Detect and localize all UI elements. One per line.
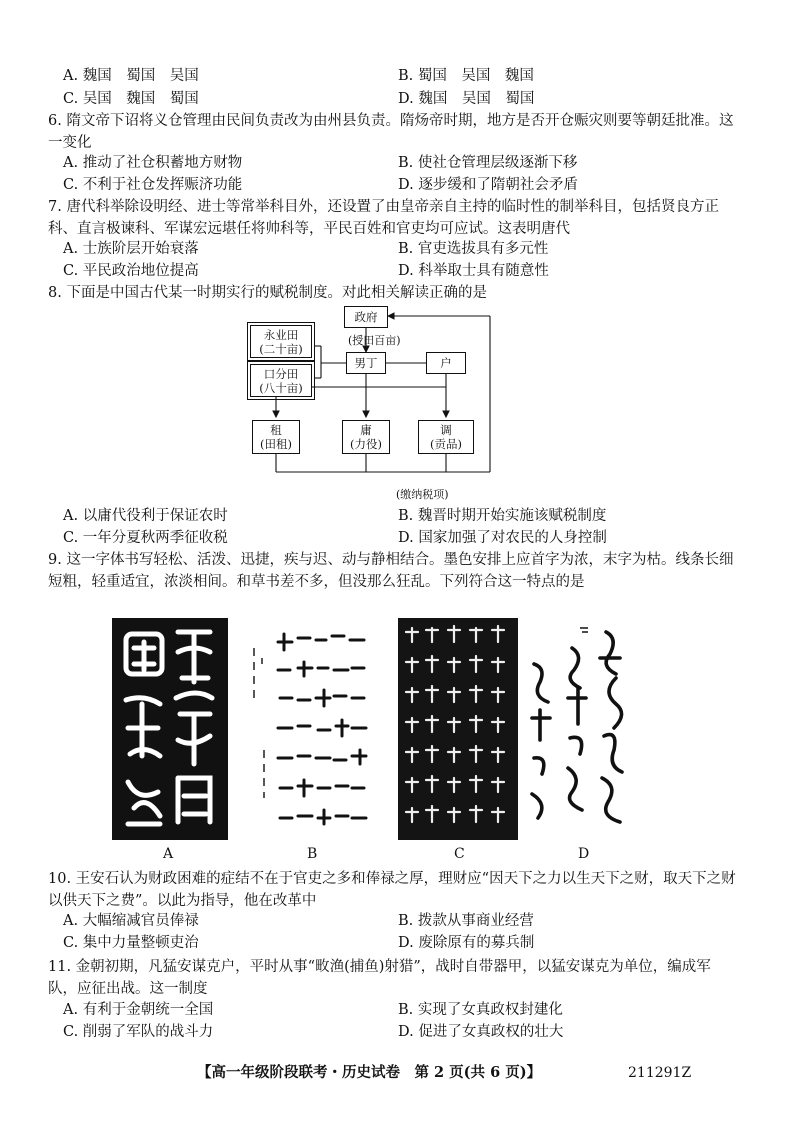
q8-options-row-1 [0,506,794,526]
caption-d: D [578,846,590,862]
q6-option-d[interactable]: D. 逐步缓和了隋朝社会矛盾 [398,177,578,193]
q11-options-row-2 [0,1022,794,1042]
diao-desc: (贡品) [430,437,462,451]
yongye-field-box [250,325,312,358]
q7-options-row-1 [0,239,794,259]
diao-box [418,420,474,454]
q7-options-row-2 [0,261,794,281]
q7-option-a[interactable]: A. 士族阶层开始衰落 [63,241,199,257]
zu-desc: (田租) [260,437,292,451]
q9-stem: 9. 这一字体书写轻松、活泼、迅捷，疾与迟、动与静相结合。墨色安排上应首字为浓，末字为枯。线条长细短粗，轻重适宜，浓淡相间。和草书差不多，但没那么狂乱。下列符合这一特点的是 [48,552,734,590]
calligraphy-image-a[interactable] [112,618,228,840]
calligraphy-image-d[interactable] [520,618,640,840]
caption-a: A [163,846,174,862]
koufen-field-box [250,364,312,397]
pay-label: (缴纳税项) [396,488,449,501]
q8-option-b[interactable]: B. 魏晋时期开始实施该赋税制度 [398,508,607,524]
seal-script-strokes [112,618,228,840]
q11-stem: 11. 金朝初期，凡猛安谋克户，平时从事“畋渔(捕鱼)射猎”，战时自带器甲，以猛安谋克为单位，编成军队，应征出战。这一制度 [48,959,711,997]
q6-options-row-2 [0,175,794,195]
regular-script-strokes [398,618,518,840]
footer-title: 【高一年级阶段联考・历史试卷 第 2 页(共 6 页)】 [197,1064,542,1081]
q7-option-b[interactable]: B. 官吏选拔具有多元性 [398,241,549,257]
calligraphy-image-b[interactable] [242,618,380,840]
q5-option-c[interactable]: C. 吴国 魏国 蜀国 [63,91,199,107]
hu-box: 户 [426,352,466,374]
yong-box [342,420,390,454]
diao-title: 调 [440,423,452,437]
zu-title: 租 [270,423,282,437]
q6-option-c[interactable]: C. 不利于社仓发挥赈济功能 [63,177,243,193]
q5-option-b[interactable]: B. 蜀国 吴国 魏国 [398,68,534,84]
yongye-title: 永业田 [263,328,299,342]
q6-option-b[interactable]: B. 使社仓管理层级逐渐下移 [398,155,578,171]
koufen-area: (八十亩) [259,381,303,395]
q7-option-d[interactable]: D. 科举取士具有随意性 [398,263,549,279]
q7-option-c[interactable]: C. 平民政治地位提高 [63,263,199,279]
q6-options-row-1 [0,153,794,173]
yong-desc: (力役) [350,437,382,451]
q11-option-b[interactable]: B. 实现了女真政权封建化 [398,1002,563,1018]
q10-option-d[interactable]: D. 废除原有的募兵制 [398,935,535,951]
q6-option-a[interactable]: A. 推动了社仓积蓄地方财物 [63,155,243,171]
clerical-script-strokes [242,618,380,840]
footer-code: 211291Z [628,1065,692,1081]
q10-options-row-1 [0,911,794,931]
nanding-box: 男丁 [346,352,386,374]
caption-b: B [307,846,318,862]
grant-label: (授田百亩) [348,334,401,347]
q7-stem: 7. 唐代科举除设明经、进士等常举科目外，还设置了由皇帝亲自主持的临时性的制举科目，包括贤良方正科、直言极谏科、军谋宏远堪任将帅科等，平民百姓和官吏均可应试。这表明唐代 [48,199,719,237]
page-footer [0,1062,794,1084]
q8-stem: 8. 下面是中国古代某一时期实行的赋税制度。对此相关解读正确的是 [48,285,487,301]
caption-c: C [454,846,465,862]
q10-option-a[interactable]: A. 大幅缩减官员俸禄 [63,913,199,929]
running-script-strokes [520,618,640,840]
zu-box [252,420,300,454]
q5-option-a[interactable]: A. 魏国 蜀国 吴国 [63,68,199,84]
koufen-title: 口分田 [263,367,299,381]
q8-option-c[interactable]: C. 一年分夏秋两季征收税 [63,530,228,546]
q10-options-row-2 [0,933,794,953]
q10-option-c[interactable]: C. 集中力量整顿吏治 [63,935,199,951]
q11-option-c[interactable]: C. 削弱了军队的战斗力 [63,1024,214,1040]
q11-options-row-1 [0,1000,794,1020]
yong-title: 庸 [360,423,372,437]
q5-options-row-2 [0,89,794,109]
yongye-area: (二十亩) [259,342,303,356]
q11-option-d[interactable]: D. 促进了女真政权的壮大 [398,1024,564,1040]
q11-option-a[interactable]: A. 有利于金朝统一全国 [63,1002,214,1018]
q10-option-b[interactable]: B. 拨款从事商业经营 [398,913,534,929]
q8-option-d[interactable]: D. 国家加强了对农民的人身控制 [398,530,607,546]
q8-option-a[interactable]: A. 以庸代役利于保证农时 [63,508,228,524]
q10-stem: 10. 王安石认为财政困难的症结不在于官吏之多和俸禄之厚，理财应“因天下之力以生天下之财，取天下之财以供天下之费”。以此为指导，他在改革中 [48,871,736,909]
gov-box: 政府 [344,306,388,328]
q5-option-d[interactable]: D. 魏国 吴国 蜀国 [398,91,535,107]
q6-stem: 6. 隋文帝下诏将义仓管理由民间负责改为由州县负责。隋炀帝时期，地方是否开仓赈灾则要等朝廷批准。这一变化 [48,113,734,151]
q5-options-row-1 [0,66,794,86]
calligraphy-image-c[interactable] [398,618,518,840]
tax-system-diagram [246,302,496,502]
q8-options-row-2 [0,528,794,548]
